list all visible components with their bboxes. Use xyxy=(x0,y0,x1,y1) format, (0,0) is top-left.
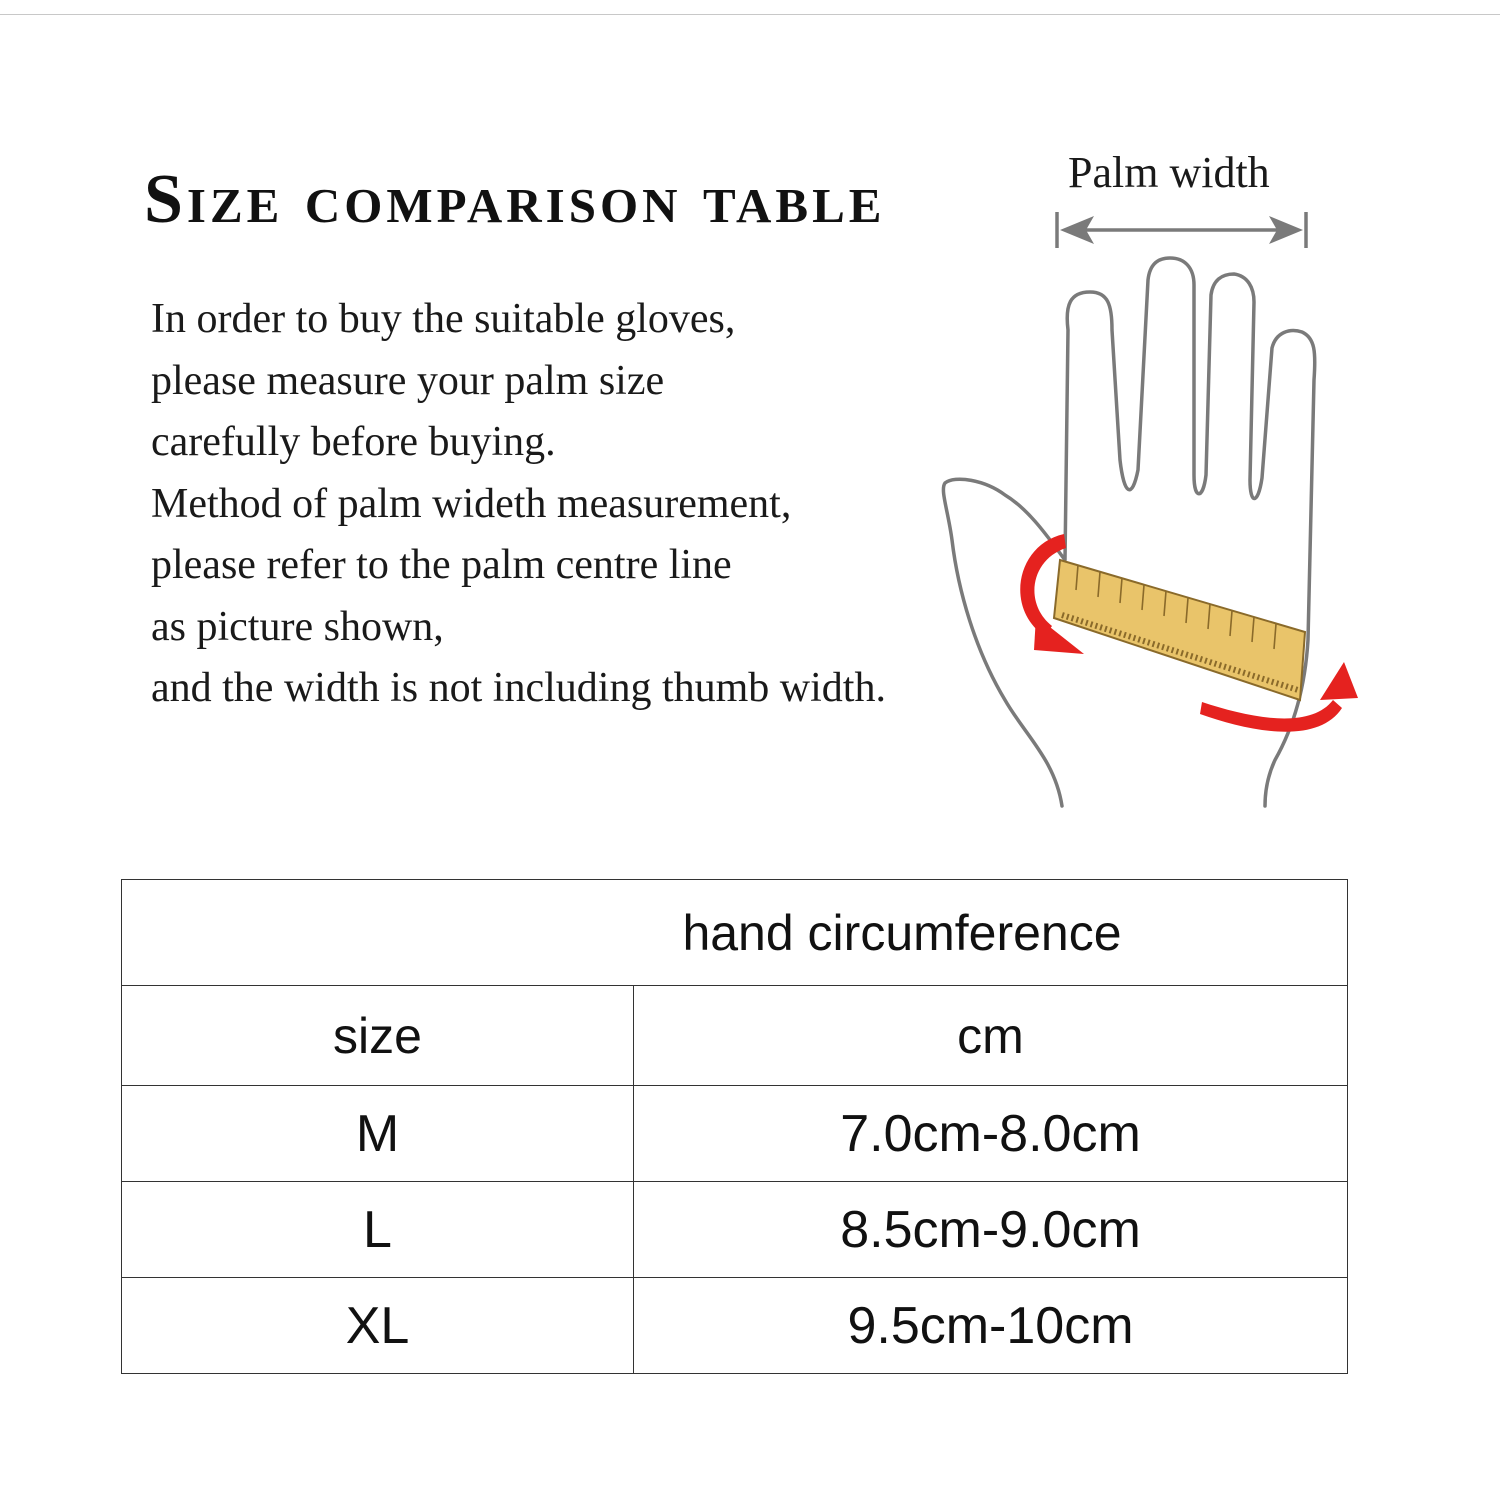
size-cell: M xyxy=(122,1086,634,1182)
page-title: Size comparison table xyxy=(144,161,886,238)
table-row xyxy=(122,1278,1348,1374)
table-row xyxy=(122,986,1348,1086)
instruction-line: please measure your palm size xyxy=(151,357,665,404)
instruction-line: Method of palm wideth measurement, xyxy=(151,480,792,527)
table-row xyxy=(122,1086,1348,1182)
range-cell: 7.0cm-8.0cm xyxy=(634,1086,1348,1182)
size-column-header: size xyxy=(122,986,634,1086)
unit-column-header: cm xyxy=(634,986,1348,1086)
range-cell: 8.5cm-9.0cm xyxy=(634,1182,1348,1278)
measuring-tape-icon xyxy=(1054,560,1305,700)
instruction-line: and the width is not including thumb width. xyxy=(151,665,886,711)
size-cell: XL xyxy=(122,1278,634,1374)
instruction-line: as picture shown, xyxy=(151,603,444,650)
instruction-line: carefully before buying. xyxy=(151,419,556,465)
instruction-line: In order to buy the suitable gloves, xyxy=(151,296,736,342)
range-cell: 9.5cm-10cm xyxy=(634,1278,1348,1374)
double-arrow-icon xyxy=(1057,212,1306,248)
size-comparison-table xyxy=(121,879,1348,1374)
size-cell: L xyxy=(122,1182,634,1278)
table-header-row xyxy=(122,880,1348,986)
instruction-line: please refer to the palm centre line xyxy=(151,542,732,588)
palm-width-label: Palm width xyxy=(1068,148,1270,197)
table-row xyxy=(122,1182,1348,1278)
hand-circumference-header: hand circumference xyxy=(122,880,1348,986)
